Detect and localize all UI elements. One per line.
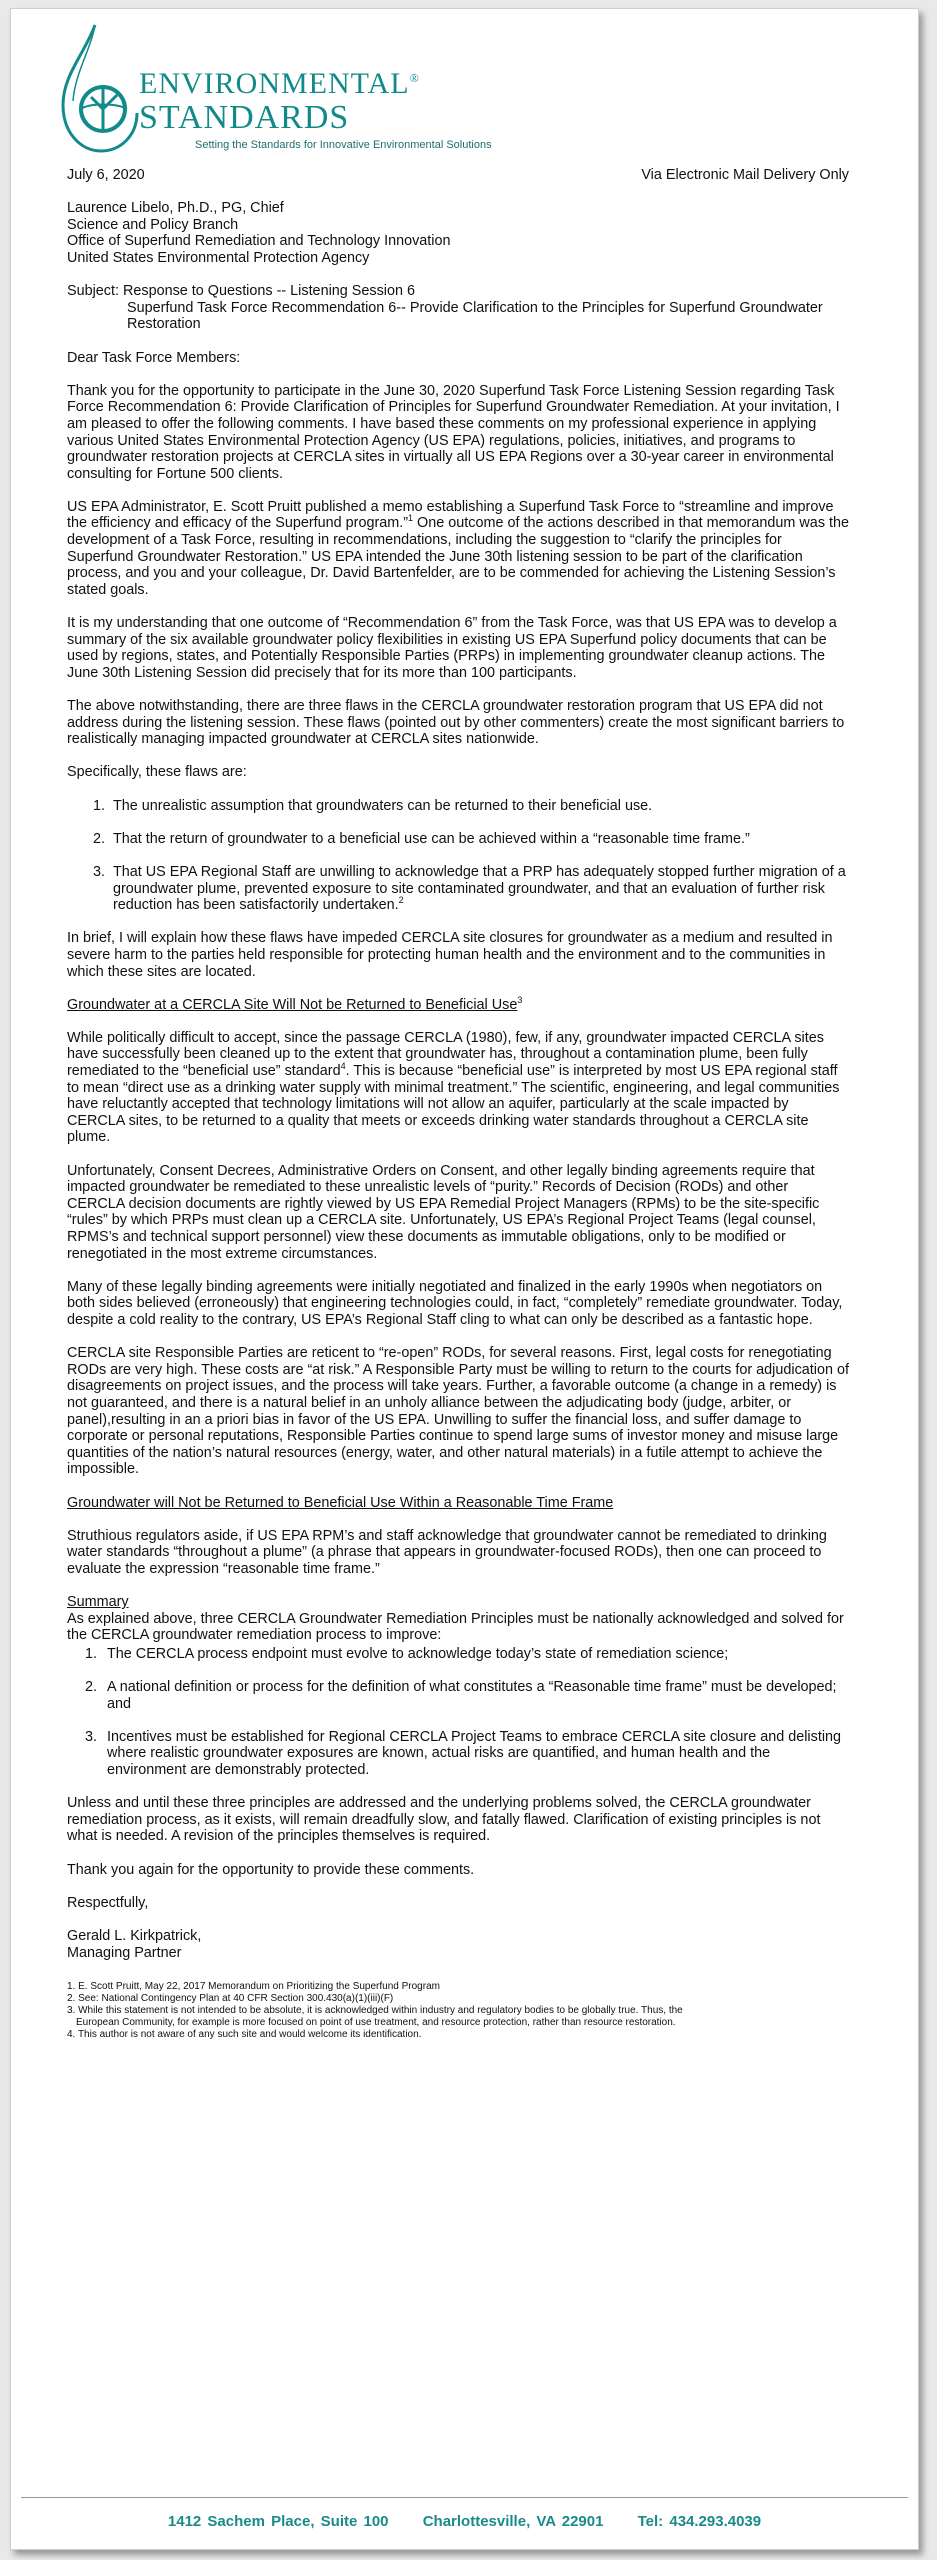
recipient-line: Laurence Libelo, Ph.D., PG, Chief: [67, 200, 284, 217]
footnote: 3. While this statement is not intended to be absolute, it is acknowledged within industry and regulatory bodies to be globally true. Thus, the: [67, 2005, 683, 2017]
footnotes: [67, 1981, 849, 2041]
salutation: Dear Task Force Members:: [67, 349, 241, 366]
paragraph: Specifically, these flaws are:: [67, 764, 247, 781]
paragraph: While politically difficult to accept, since the passage CERCLA (1980), few, if any, groundwater impacted CERCLA sites have successfully been cleaned up to the extent that groundwater has, throughout a contamination plume, been fully remediated to the “beneficial use” standard$^4$. This is because “beneficial use” is interpreted by most US EPA regional staff to mean “direct use as a drinking water supply with minimal treatment.” The scientific, engineering, and legal communities have reluctantly accepted that technology limitations will not allow an aquifer, particularly at the scale impacted by CERCLA sites, to be returned to a quality that meets or exceeds drinking water standards throughout a CERCLA site plume.: [67, 1029, 840, 1146]
list-item: 3. Incentives must be established for Regional CERCLA Project Teams to embrace CERCLA site closure and delisting where realistic groundwater exposures are known, actual risks are quantified, and human health and the environment are demonstrably protected.: [101, 1729, 849, 1779]
recipient-block: [67, 200, 849, 266]
closing: Respectfully,: [67, 1894, 149, 1911]
recipient-line: Office of Superfund Remediation and Technology Innovation: [67, 233, 451, 250]
footnote: 1. E. Scott Pruitt, May 22, 2017 Memorandum on Prioritizing the Superfund Program: [67, 1981, 440, 1993]
footer-divider: [21, 2497, 908, 2498]
list-item: 1. The unrealistic assumption that groundwaters can be returned to their beneficial use.: [109, 798, 849, 815]
subject-line: Subject: Response to Questions -- Listening Session 6: [67, 283, 415, 300]
logo-wordmark-line2: STANDARDS: [139, 99, 350, 136]
footnote-ref: 2: [398, 895, 404, 906]
paragraph: It is my understanding that one outcome of “Recommendation 6” from the Task Force, was that US EPA was to develop a summary of the six available groundwater policy flexibilities in existing US EPA Superfund policy documents that can be used by regions, states, and Potentially Responsible Parties (PRPs) in implementing groundwater cleanup actions. The June 30th Listening Session did precisely that for its more than 100 participants.: [67, 615, 837, 681]
paragraph: In brief, I will explain how these flaws have impeded CERCLA site closures for groundwater as a medium and resulted in severe harm to the parties held responsible for protecting human health and the environment and to the communities in which these sites are located.: [67, 930, 833, 980]
recipient-line: United States Environmental Protection Agency: [67, 249, 370, 266]
paragraph: As explained above, three CERCLA Groundwater Remediation Principles must be nationally acknowledged and solved for the CERCLA groundwater remediation process to improve:: [67, 1610, 844, 1644]
paragraph: CERCLA site Responsible Parties are reticent to “re-open” RODs, for several reasons. First, legal costs for renegotiating RODs are very high. These costs are “at risk.” A Responsible Party must be willing to return to the courts for adjudication of disagreements on project issues, and the process will take years. Further, a favorable outcome (a change in a remedy) is not guaranteed, and there is a natural belief in an unholy alliance between the adjudicating body (judge, arbiter, or panel),resulting in an a priori bias in favor of the US EPA. Unwilling to suffer the financial loss, and suffer damage to corporate or personal reputations, Responsible Parties continue to spend large sums of investor money and misuse large quantities of the nation’s natural resources (energy, water, and other natural materials) in a futile attempt to achieve the impossible.: [67, 1345, 849, 1478]
footer-contact: [11, 2513, 918, 2530]
letter-page: [10, 8, 919, 2550]
signature-block: [67, 1928, 849, 1961]
subject-detail: Superfund Task Force Recommendation 6-- Provide Clarification to the Principles for Superfund Groundwater Restoration: [127, 299, 823, 333]
date-row: [67, 167, 849, 184]
paragraph: Thank you again for the opportunity to provide these comments.: [67, 1861, 475, 1878]
footnote-ref: 1: [408, 513, 414, 524]
flaws-list: [67, 798, 849, 914]
footer-city: Charlottesville, VA 22901: [422, 2513, 604, 2530]
list-item: 1. The CERCLA process endpoint must evolve to acknowledge today’s state of remediation science;: [101, 1646, 849, 1663]
paragraph: Unfortunately, Consent Decrees, Administrative Orders on Consent, and other legally binding agreements require that impacted groundwater be remediated to these unrealistic levels of “purity.” Records of Decision (RODs) and other CERCLA decision documents are rightly viewed by US EPA Remedial Project Managers (RPMs) to be the site-specific “rules” by which PRPs must clean up a CERCLA site. Unfortunately, US EPA’s Regional Project Teams (legal counsel, RPMS’s and technical support personnel) view these documents as immutable obligations, only to be modified or renegotiated in the most extreme circumstances.: [67, 1162, 820, 1262]
summary-list: [67, 1646, 849, 1779]
logo-tagline: Setting the Standards for Innovative Environmental Solutions: [195, 139, 492, 151]
footnote: 2. See: National Contingency Plan at 40 CFR Section 300.430(a)(1)(iii)(F): [67, 1993, 394, 2005]
signer-title: Managing Partner: [67, 1944, 182, 1961]
section-heading: Summary: [67, 1594, 129, 1611]
section-heading: Groundwater at a CERCLA Site Will Not be Returned to Beneficial Use$^3$: [67, 994, 523, 1013]
recipient-line: Science and Policy Branch: [67, 216, 239, 233]
paragraph: Many of these legally binding agreements were initially negotiated and finalized in the early 1990s when negotiators on both sides believed (erroneously) that engineering technologies could, in fact, “completely” remediate groundwater. Today, despite a cold reality to the contrary, US EPA’s Regional Staff cling to what can only be described as a fantastic hope.: [67, 1278, 843, 1328]
signer-name: Gerald L. Kirkpatrick,: [67, 1927, 202, 1944]
paragraph: Struthious regulators aside, if US EPA RPM’s and staff acknowledge that groundwater cannot be remediated to drinking water standards “throughout a plume” (a phrase that appears in groundwater-focused RODs), then one can proceed to evaluate the expression “reasonable time frame.”: [67, 1527, 827, 1577]
logo-wordmark-line1: ENVIRONMENTAL®: [139, 67, 420, 100]
footnote: European Community, for example is more focused on point of use treatment, and resource protection, rather than resource restoration.: [76, 2017, 676, 2029]
footer-address: 1412 Sachem Place, Suite 100: [167, 2513, 389, 2530]
list-item: 3. That US EPA Regional Staff are unwilling to acknowledge that a PRP has adequately stopped further migration of a groundwater plume, prevented exposure to site contaminated groundwater, and that an evaluation of further risk reduction has been satisfactorily undertaken.$^2$: [109, 864, 849, 914]
list-item: 2. A national definition or process for the definition of what constitutes a “Reasonable time frame” must be developed; and: [101, 1679, 849, 1712]
footnote-ref: 4: [340, 1061, 346, 1072]
delivery-method: Via Electronic Mail Delivery Only: [641, 167, 849, 183]
letter-body: [67, 167, 849, 2041]
paragraph: Unless and until these three principles are addressed and the underlying problems solved, the CERCLA groundwater remediation process, as it exists, will remain dreadfully slow, and fatally flawed. Clarification of existing principles is not what is needed. A revision of the principles themselves is required.: [67, 1795, 821, 1845]
subject-block: [67, 283, 849, 333]
footnote-ref: 3: [517, 994, 523, 1005]
paragraph: The above notwithstanding, there are three flaws in the CERCLA groundwater restoration program that US EPA did not address during the listening session. These flaws (pointed out by other commenters) create the most significant barriers to realistically managing impacted groundwater at CERCLA sites nationwide.: [67, 698, 845, 748]
paragraph: Thank you for the opportunity to participate in the June 30, 2020 Superfund Task Force Listening Session regarding Task Force Recommendation 6: Provide Clarification of Principles for Superfund Groundwater Remediation. At your invitation, I am pleased to offer the following comments. I have based these comments on my professional experience in applying various United States Environmental Protection Agency (US EPA) regulations, policies, initiatives, and programs to groundwater restoration projects at CERCLA sites in virtually all US EPA Regions over a 30-year career in environmental consulting for Fortune 500 clients.: [67, 382, 840, 482]
letterhead-logo: [55, 23, 535, 163]
paragraph: US EPA Administrator, E. Scott Pruitt published a memo establishing a Superfund Task Force to “streamline and improve the efficiency and efficacy of the Superfund program.”$^1$ One outcome of the actions described in that memorandum was the development of a Task Force, resulting in recommendations, including the suggestion to “clarify the principles for Superfund Groundwater Restoration.” US EPA intended the June 30th listening session to be part of the clarification process, and you and your colleague, Dr. David Bartenfelder, are to be commended for achieving the Listening Session’s stated goals.: [67, 498, 850, 598]
letter-date: July 6, 2020: [67, 167, 145, 183]
footer-phone: Tel: 434.293.4039: [637, 2513, 762, 2530]
footnote: 4. This author is not aware of any such site and would welcome its identification.: [67, 2029, 422, 2041]
list-item: 2. That the return of groundwater to a beneficial use can be achieved within a “reasonable time frame.”: [109, 831, 849, 848]
section-heading: Groundwater will Not be Returned to Beneficial Use Within a Reasonable Time Frame: [67, 1494, 614, 1511]
